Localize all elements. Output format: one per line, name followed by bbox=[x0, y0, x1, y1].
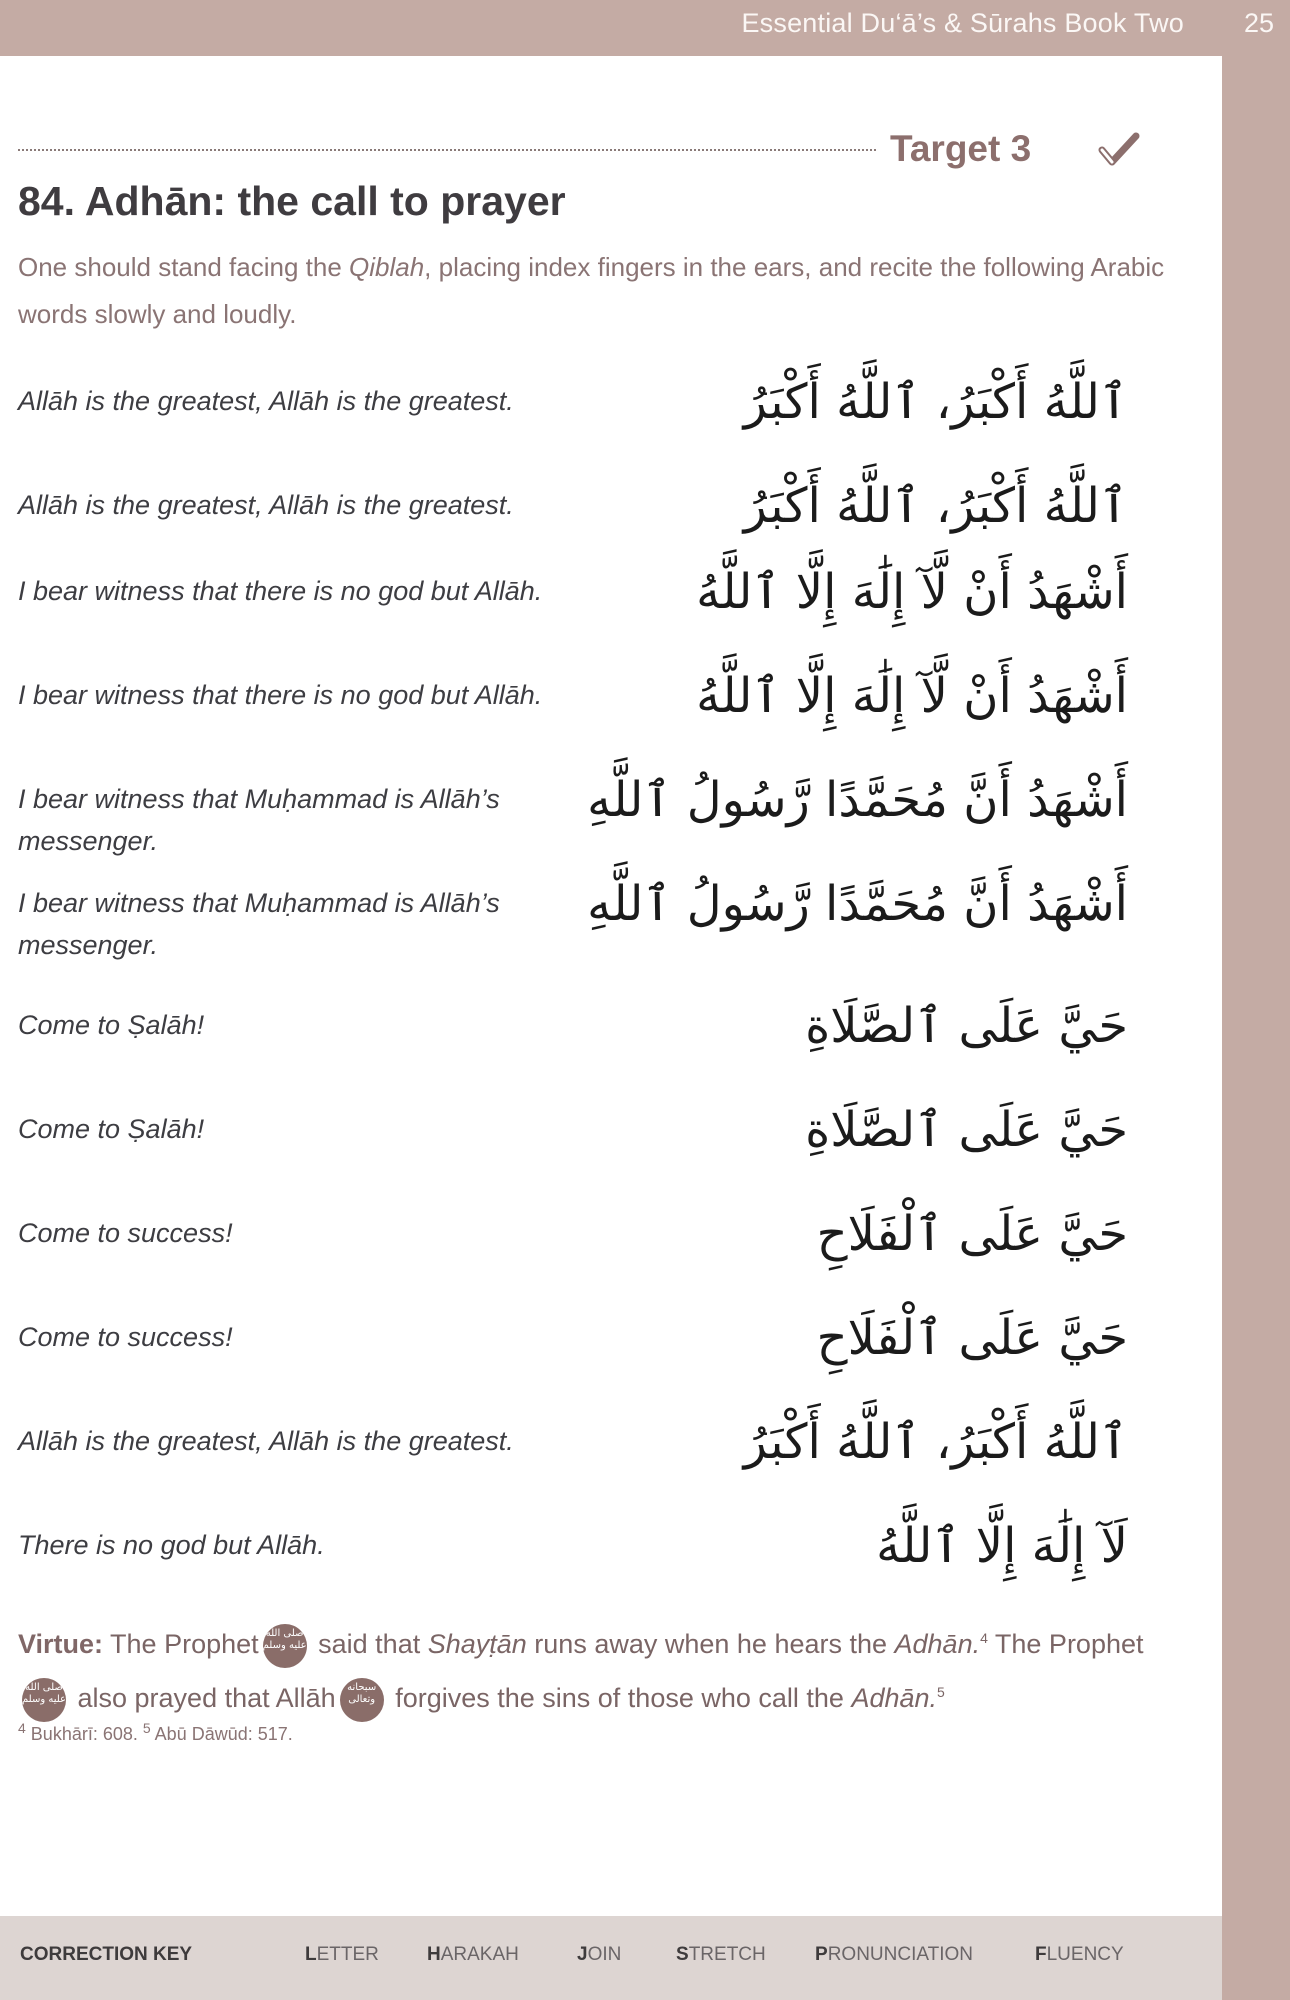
footnotes: $^4$ Bukhārī: 608. $^5$ Abū Dāwūd: 517. bbox=[18, 1720, 293, 1744]
phrase-row bbox=[18, 564, 1128, 660]
target-label: Target 3 bbox=[890, 128, 1032, 169]
phrase-arabic: أَشْهَدُ أَنَّ مُحَمَّدًا رَّسُولُ ٱللَّهِ bbox=[587, 772, 1128, 828]
virtue-paragraph: Virtue: The Prophet صلى الله عليه وسلم said that Shayṭān runs away when he hears the Adhān.$^4$ The Prophetصلى الله عليه وسلم also prayed that Allāh سبحانه وتعالى forgives the sins of those who call the Adhān.$^5$ bbox=[18, 1614, 1168, 1722]
phrase-row bbox=[18, 1518, 1128, 1614]
subhanahu-icon: سبحانه وتعالى bbox=[340, 1678, 384, 1722]
key-harakah: HARAKAH bbox=[427, 1944, 519, 1965]
phrase-arabic: لَآ إِلَٰهَ إِلَّا ٱللَّهُ bbox=[876, 1518, 1128, 1574]
phrase-arabic: حَيَّ عَلَى ٱلْفَلَاحِ bbox=[816, 1206, 1128, 1262]
dotted-rule bbox=[18, 149, 876, 151]
phrase-arabic: أَشْهَدُ أَنْ لَّآ إِلَٰهَ إِلَّا ٱللَّهُ bbox=[696, 564, 1128, 620]
phrase-english: Come to Ṣalāh! bbox=[18, 1010, 205, 1040]
phrase-arabic: حَيَّ عَلَى ٱلصَّلَاةِ bbox=[805, 1102, 1128, 1158]
phrase-row bbox=[18, 998, 1128, 1094]
key-stretch: STRETCH bbox=[676, 1944, 766, 1965]
phrase-english: I bear witness that there is no god but Allāh. bbox=[18, 680, 543, 710]
phrase-row bbox=[18, 374, 1128, 470]
phrase-row bbox=[18, 1206, 1128, 1302]
phrase-english: I bear witness that Muḥammad is Allāh’s messenger. bbox=[18, 784, 500, 856]
phrase-english: Allāh is the greatest, Allāh is the greatest. bbox=[18, 1426, 514, 1456]
key-letter: LETTER bbox=[305, 1944, 379, 1965]
phrase-arabic: ٱللَّهُ أَكْبَرُ، ٱللَّهُ أَكْبَرُ bbox=[743, 374, 1128, 430]
phrase-arabic: ٱللَّهُ أَكْبَرُ، ٱللَّهُ أَكْبَرُ bbox=[743, 478, 1128, 534]
salawat-icon: صلى الله عليه وسلم bbox=[22, 1678, 66, 1722]
phrase-arabic: ٱللَّهُ أَكْبَرُ، ٱللَّهُ أَكْبَرُ bbox=[743, 1414, 1128, 1470]
correction-key-label: CORRECTION KEY bbox=[20, 1944, 193, 1965]
phrase-arabic: أَشْهَدُ أَنْ لَّآ إِلَٰهَ إِلَّا ٱللَّهُ bbox=[696, 668, 1128, 724]
phrase-arabic: أَشْهَدُ أَنَّ مُحَمَّدًا رَّسُولُ ٱللَّهِ bbox=[587, 876, 1128, 932]
key-join: JOIN bbox=[577, 1944, 622, 1965]
page-number: 25 bbox=[1243, 8, 1274, 38]
section-title: 84. Adhān: the call to prayer bbox=[18, 178, 566, 224]
phrase-row bbox=[18, 668, 1128, 764]
phrase-english: Allāh is the greatest, Allāh is the greatest. bbox=[18, 490, 514, 520]
phrase-english: I bear witness that Muḥammad is Allāh’s messenger. bbox=[18, 888, 500, 960]
target-row bbox=[18, 124, 1128, 174]
intro-paragraph: One should stand facing the Qiblah, placing index fingers in the ears, and recite the following Arabic words slowly and loudly. bbox=[18, 252, 1165, 329]
phrase-row bbox=[18, 1310, 1128, 1406]
key-pronunciation: PRONUNCIATION bbox=[815, 1944, 973, 1965]
phrase-row bbox=[18, 772, 1128, 868]
phrase-english: Come to success! bbox=[18, 1322, 233, 1352]
phrase-row bbox=[18, 1102, 1128, 1198]
phrase-english: There is no god but Allāh. bbox=[18, 1530, 325, 1560]
phrase-english: Allāh is the greatest, Allāh is the greatest. bbox=[18, 386, 514, 416]
correction-key-bar bbox=[0, 1916, 1222, 2000]
phrase-english: Come to Ṣalāh! bbox=[18, 1114, 205, 1144]
key-fluency: FLUENCY bbox=[1035, 1944, 1124, 1965]
phrase-row bbox=[18, 1414, 1128, 1510]
running-title: Essential Du‘ā’s & Sūrahs Book Two bbox=[741, 8, 1184, 38]
check-icon bbox=[1098, 130, 1140, 166]
phrase-row bbox=[18, 876, 1128, 972]
virtue-label: Virtue: bbox=[18, 1629, 104, 1659]
phrase-row bbox=[18, 478, 1128, 574]
header-band bbox=[0, 0, 1290, 56]
phrase-arabic: حَيَّ عَلَى ٱلصَّلَاةِ bbox=[805, 998, 1128, 1054]
salawat-icon: صلى الله عليه وسلم bbox=[263, 1624, 307, 1668]
phrase-english: Come to success! bbox=[18, 1218, 233, 1248]
phrase-arabic: حَيَّ عَلَى ٱلْفَلَاحِ bbox=[816, 1310, 1128, 1366]
phrase-english: I bear witness that there is no god but Allāh. bbox=[18, 576, 543, 606]
